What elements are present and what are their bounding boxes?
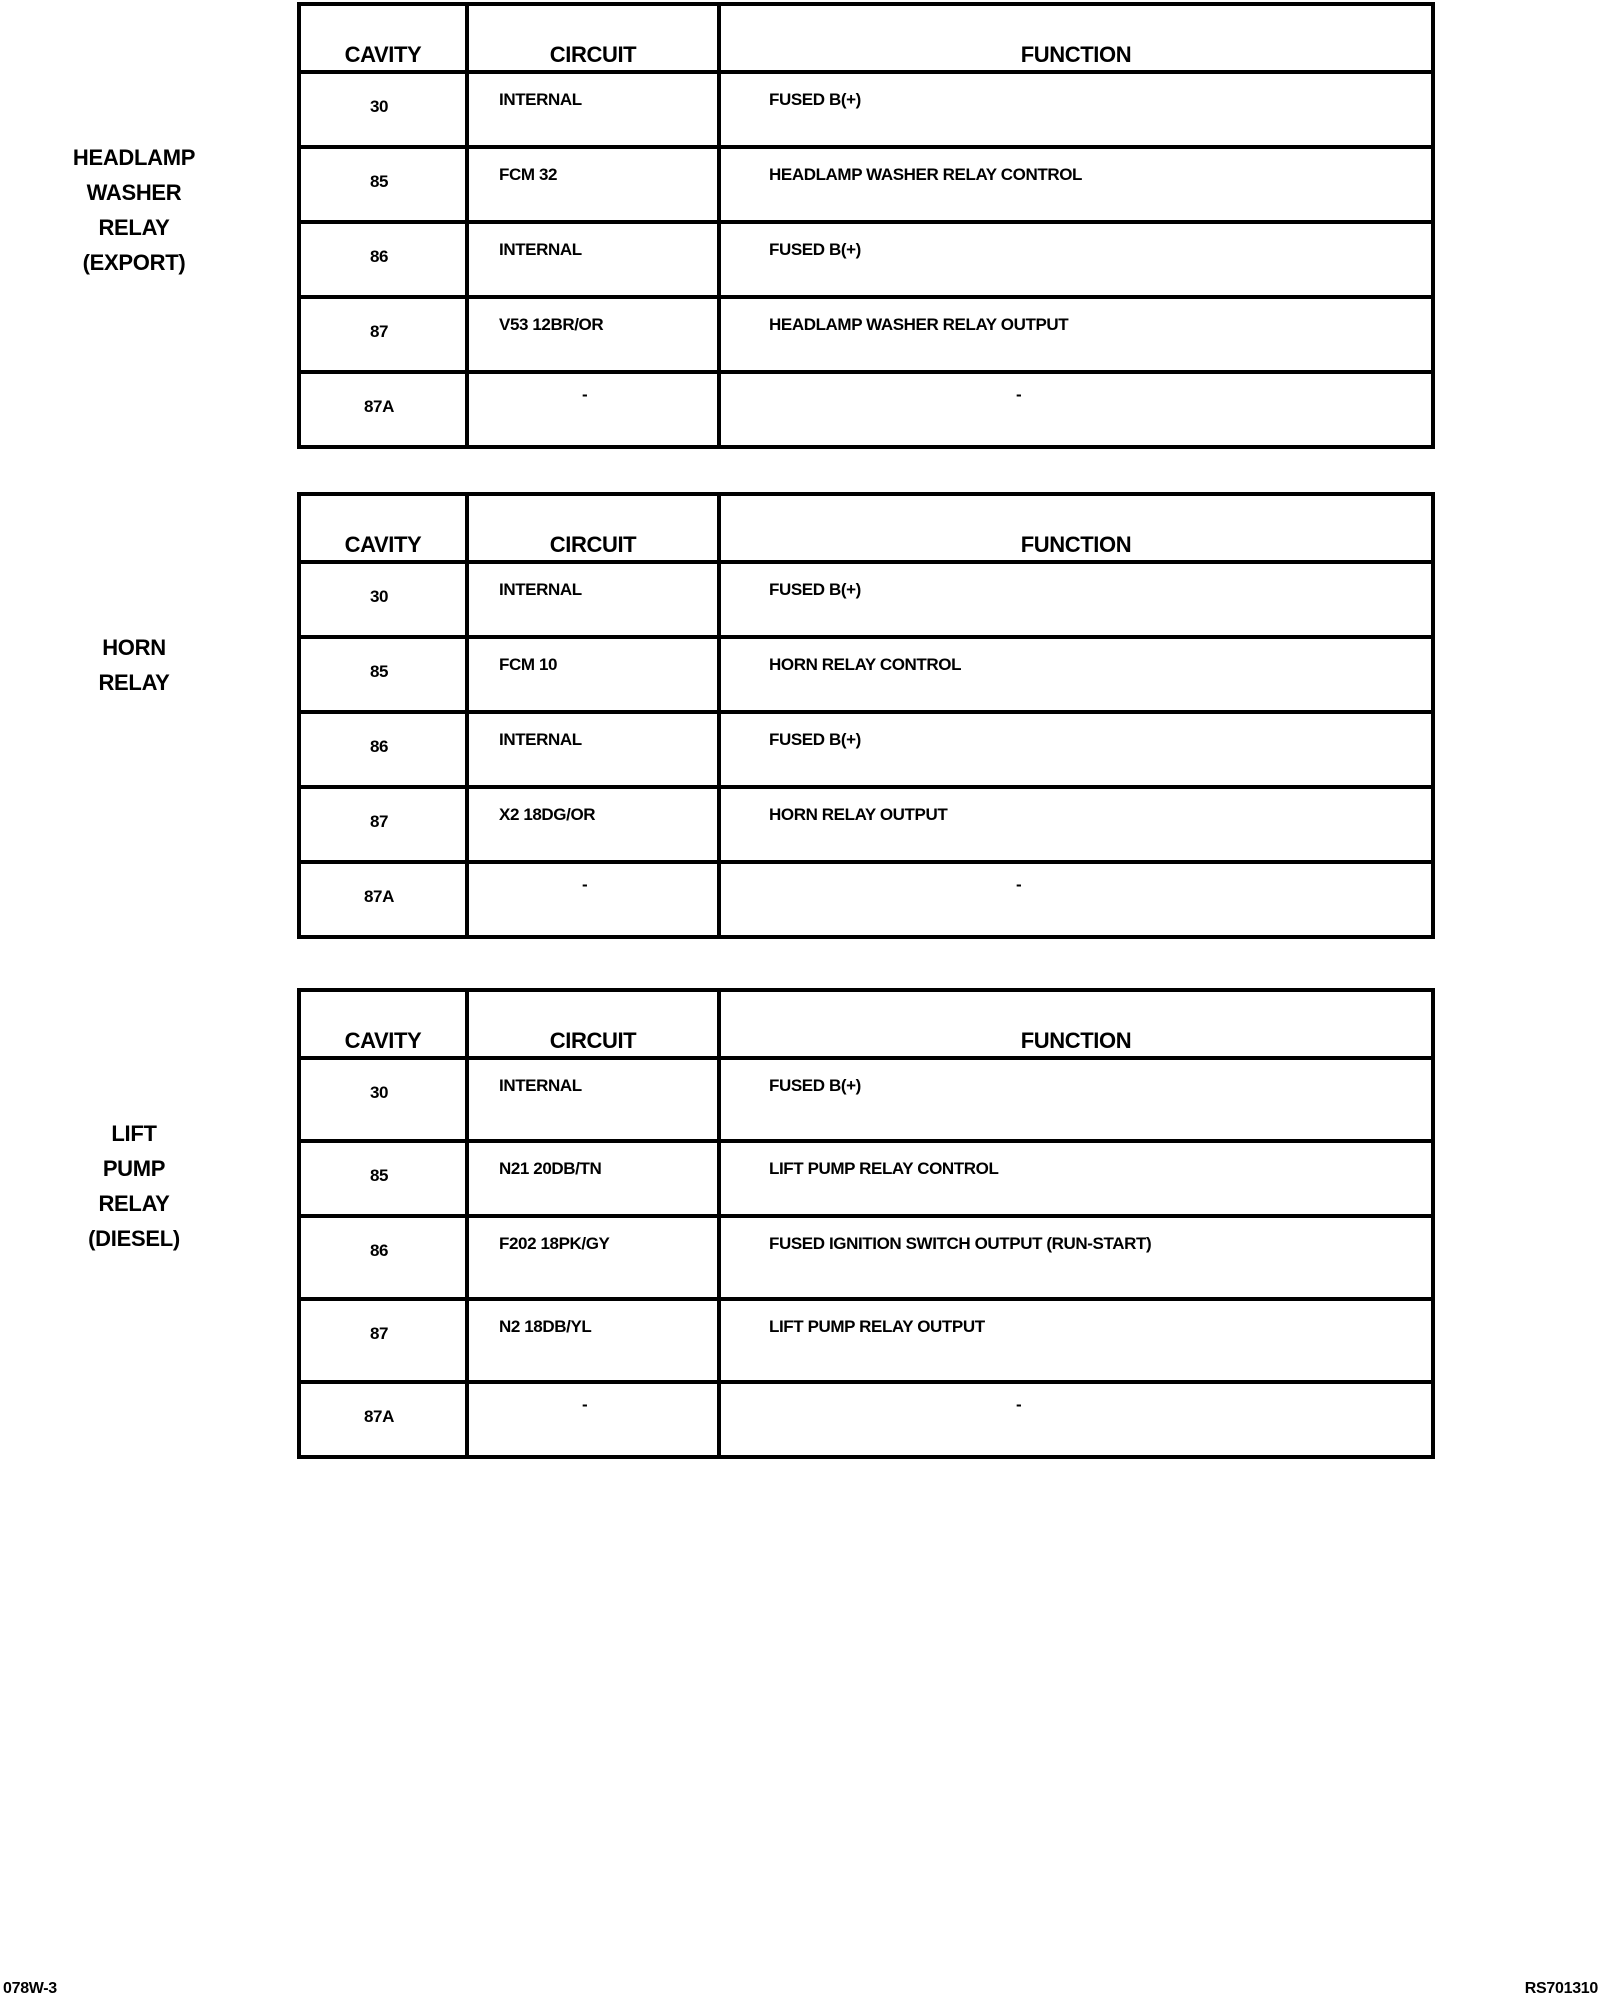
table-row [299, 862, 1433, 937]
relay-label [44, 140, 224, 280]
relay-label-line: RELAY [98, 215, 170, 240]
table-header-row [299, 494, 1433, 562]
cavity-cell: 30 [299, 562, 467, 637]
pin-table [297, 492, 1435, 939]
relay-label-line: RELAY [98, 670, 170, 695]
function-cell: HORN RELAY OUTPUT [719, 787, 1433, 862]
circuit-cell: FCM 32 [467, 147, 719, 222]
circuit-cell: INTERNAL [467, 222, 719, 297]
cavity-cell: 87 [299, 1299, 467, 1382]
table-header-row [299, 990, 1433, 1058]
relay-label-line: (EXPORT) [82, 250, 186, 275]
function-cell: FUSED B(+) [719, 562, 1433, 637]
circuit-cell: - [467, 1382, 719, 1457]
table-row [299, 222, 1433, 297]
table-row [299, 1141, 1433, 1216]
cavity-header: CAVITY [299, 494, 467, 562]
table-row [299, 637, 1433, 712]
function-cell: FUSED B(+) [719, 72, 1433, 147]
table-row [299, 297, 1433, 372]
cavity-cell: 85 [299, 147, 467, 222]
circuit-cell: F202 18PK/GY [467, 1216, 719, 1299]
cavity-cell: 30 [299, 72, 467, 147]
function-cell: LIFT PUMP RELAY CONTROL [719, 1141, 1433, 1216]
table-row [299, 147, 1433, 222]
table-row [299, 1382, 1433, 1457]
function-cell: - [719, 1382, 1433, 1457]
circuit-cell: INTERNAL [467, 712, 719, 787]
figure-code: 078W-3 [3, 1980, 57, 1997]
table-row [299, 72, 1433, 147]
cavity-cell: 87A [299, 862, 467, 937]
function-header: FUNCTION [719, 494, 1433, 562]
relay-label-line: PUMP [102, 1156, 166, 1181]
circuit-cell: X2 18DG/OR [467, 787, 719, 862]
table-row [299, 1216, 1433, 1299]
circuit-cell: - [467, 372, 719, 447]
relay-label-line: (DIESEL) [88, 1226, 180, 1251]
circuit-cell: N2 18DB/YL [467, 1299, 719, 1382]
function-cell: - [719, 372, 1433, 447]
cavity-cell: 86 [299, 712, 467, 787]
relay-label [44, 630, 224, 700]
circuit-header: CIRCUIT [467, 990, 719, 1058]
cavity-cell: 30 [299, 1058, 467, 1141]
table-row [299, 372, 1433, 447]
cavity-cell: 86 [299, 1216, 467, 1299]
function-cell: HEADLAMP WASHER RELAY CONTROL [719, 147, 1433, 222]
function-cell: FUSED B(+) [719, 222, 1433, 297]
cavity-cell: 87 [299, 787, 467, 862]
table-row [299, 1299, 1433, 1382]
function-cell: LIFT PUMP RELAY OUTPUT [719, 1299, 1433, 1382]
pin-table [297, 988, 1435, 1459]
function-cell: FUSED B(+) [719, 1058, 1433, 1141]
circuit-cell: N21 20DB/TN [467, 1141, 719, 1216]
relay-label-line: RELAY [98, 1191, 170, 1216]
circuit-cell: INTERNAL [467, 1058, 719, 1141]
circuit-header: CIRCUIT [467, 494, 719, 562]
function-cell: FUSED IGNITION SWITCH OUTPUT (RUN-START) [719, 1216, 1433, 1299]
circuit-cell: - [467, 862, 719, 937]
circuit-cell: V53 12BR/OR [467, 297, 719, 372]
function-cell: HEADLAMP WASHER RELAY OUTPUT [719, 297, 1433, 372]
figure-id: RS701310 [1524, 1980, 1598, 1997]
cavity-cell: 87A [299, 1382, 467, 1457]
cavity-cell: 85 [299, 1141, 467, 1216]
cavity-header: CAVITY [299, 4, 467, 72]
table-header-row [299, 4, 1433, 72]
circuit-header: CIRCUIT [467, 4, 719, 72]
relay-label-line: HORN [102, 635, 166, 660]
table-row [299, 1058, 1433, 1141]
cavity-header: CAVITY [299, 990, 467, 1058]
circuit-cell: INTERNAL [467, 562, 719, 637]
circuit-cell: FCM 10 [467, 637, 719, 712]
table-row [299, 562, 1433, 637]
cavity-cell: 85 [299, 637, 467, 712]
function-cell: FUSED B(+) [719, 712, 1433, 787]
cavity-cell: 87A [299, 372, 467, 447]
cavity-cell: 87 [299, 297, 467, 372]
function-header: FUNCTION [719, 4, 1433, 72]
function-header: FUNCTION [719, 990, 1433, 1058]
cavity-cell: 86 [299, 222, 467, 297]
relay-label [44, 1116, 224, 1256]
relay-label-line: HEADLAMP [72, 145, 196, 170]
function-cell: - [719, 862, 1433, 937]
relay-label-line: WASHER [86, 180, 182, 205]
table-row [299, 712, 1433, 787]
pin-table [297, 2, 1435, 449]
table-row [299, 787, 1433, 862]
function-cell: HORN RELAY CONTROL [719, 637, 1433, 712]
relay-label-line: LIFT [111, 1121, 157, 1146]
circuit-cell: INTERNAL [467, 72, 719, 147]
